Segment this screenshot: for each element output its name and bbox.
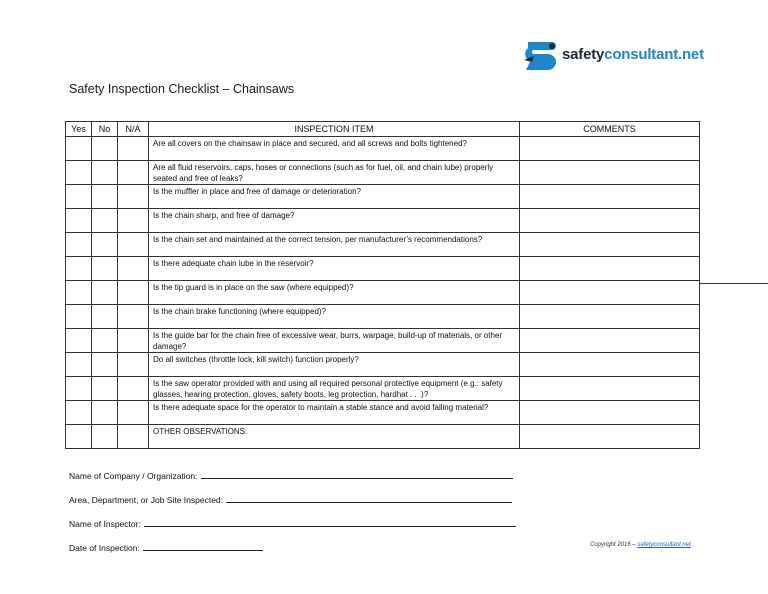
- table-row: [66, 401, 700, 425]
- checkbox-cell-yes[interactable]: [66, 185, 92, 209]
- copyright-text: [590, 542, 691, 548]
- checkbox-cell-na[interactable]: [118, 401, 149, 425]
- table-row: [66, 137, 700, 161]
- comments-cell[interactable]: [520, 209, 700, 233]
- comments-cell[interactable]: [520, 281, 700, 305]
- header-yes: Yes: [66, 122, 92, 137]
- comments-cell[interactable]: [520, 425, 700, 449]
- comments-cell[interactable]: [520, 353, 700, 377]
- checkbox-cell-yes[interactable]: [66, 353, 92, 377]
- divider-line: [699, 283, 768, 284]
- company-label: Name of Company / Organization:: [69, 471, 198, 481]
- comments-cell[interactable]: [520, 257, 700, 281]
- copyright-link[interactable]: safetyconsultant.net: [637, 542, 691, 548]
- comments-cell[interactable]: [520, 161, 700, 185]
- inspection-item-text: Is the saw operator provided with and using all required personal protective equipment (e.g.: safety glasses, hearing protection, gloves, safety boots, leg protection, hardhat . . .)?: [149, 377, 520, 401]
- checkbox-cell-yes[interactable]: [66, 377, 92, 401]
- header-comments: COMMENTS: [520, 122, 700, 137]
- checkbox-cell-no[interactable]: [92, 401, 118, 425]
- checkbox-cell-no[interactable]: [92, 425, 118, 449]
- checkbox-cell-yes[interactable]: [66, 401, 92, 425]
- date-input-line[interactable]: [143, 541, 263, 551]
- checkbox-cell-yes[interactable]: [66, 233, 92, 257]
- checkbox-cell-yes[interactable]: [66, 425, 92, 449]
- inspection-item-text: Is the chain set and maintained at the correct tension, per manufacturer’s recommendations?: [149, 233, 520, 257]
- inspection-item-text: Are all covers on the chainsaw in place and secured, and all screws and bolts tightened?: [149, 137, 520, 161]
- table-row: [66, 257, 700, 281]
- table-row: [66, 377, 700, 401]
- checkbox-cell-na[interactable]: [118, 305, 149, 329]
- area-label: Area, Department, or Job Site Inspected:: [69, 495, 224, 505]
- inspection-item-text: Is there adequate chain lube in the reservoir?: [149, 257, 520, 281]
- table-header-row: [66, 122, 700, 137]
- inspector-label: Name of Inspector:: [69, 519, 141, 529]
- inspection-item-text: Is the tip guard is in place on the saw (where equipped)?: [149, 281, 520, 305]
- logo-icon: [522, 38, 558, 70]
- comments-cell[interactable]: [520, 185, 700, 209]
- inspection-item-text: Is the chain sharp, and free of damage?: [149, 209, 520, 233]
- checkbox-cell-na[interactable]: [118, 377, 149, 401]
- date-label: Date of Inspection:: [69, 543, 140, 553]
- checkbox-cell-no[interactable]: [92, 353, 118, 377]
- checkbox-cell-no[interactable]: [92, 185, 118, 209]
- table-row: [66, 281, 700, 305]
- checkbox-cell-na[interactable]: [118, 353, 149, 377]
- logo-text: [562, 46, 704, 63]
- checkbox-cell-na[interactable]: [118, 281, 149, 305]
- checkbox-cell-yes[interactable]: [66, 281, 92, 305]
- checkbox-cell-no[interactable]: [92, 209, 118, 233]
- inspector-input-line[interactable]: [144, 517, 516, 527]
- inspection-item-text: Is the chain brake functioning (where equipped)?: [149, 305, 520, 329]
- copyright-prefix: Copyright 2016 –: [590, 542, 638, 548]
- table-row: [66, 329, 700, 353]
- checkbox-cell-na[interactable]: [118, 209, 149, 233]
- header-no: No: [92, 122, 118, 137]
- area-input-line[interactable]: [226, 493, 512, 503]
- company-field[interactable]: [69, 469, 513, 481]
- checkbox-cell-no[interactable]: [92, 257, 118, 281]
- comments-cell[interactable]: [520, 305, 700, 329]
- table-body: [66, 137, 700, 449]
- checkbox-cell-na[interactable]: [118, 425, 149, 449]
- checkbox-cell-yes[interactable]: [66, 329, 92, 353]
- checkbox-cell-no[interactable]: [92, 329, 118, 353]
- checkbox-cell-yes[interactable]: [66, 161, 92, 185]
- logo-text-consultant: consultant.net: [604, 45, 704, 63]
- checkbox-cell-na[interactable]: [118, 257, 149, 281]
- table-row: [66, 161, 700, 185]
- checkbox-cell-no[interactable]: [92, 137, 118, 161]
- inspection-item-text: Is the muffler in place and free of damage or deterioration?: [149, 185, 520, 209]
- checkbox-cell-yes[interactable]: [66, 209, 92, 233]
- checkbox-cell-no[interactable]: [92, 161, 118, 185]
- comments-cell[interactable]: [520, 329, 700, 353]
- inspection-item-text: Is there adequate space for the operator to maintain a stable stance and avoid falling material?: [149, 401, 520, 425]
- inspection-item-text: OTHER OBSERVATIONS:: [149, 425, 520, 449]
- checkbox-cell-yes[interactable]: [66, 137, 92, 161]
- checkbox-cell-yes[interactable]: [66, 305, 92, 329]
- table-row: [66, 209, 700, 233]
- header-inspection-item: INSPECTION ITEM: [149, 122, 520, 137]
- checkbox-cell-na[interactable]: [118, 161, 149, 185]
- checkbox-cell-no[interactable]: [92, 305, 118, 329]
- inspection-item-text: Do all switches (throttle lock, kill switch) function properly?: [149, 353, 520, 377]
- logo-text-safety: safety: [562, 45, 605, 63]
- table-row: [66, 305, 700, 329]
- company-input-line[interactable]: [201, 469, 513, 479]
- logo: [522, 38, 704, 70]
- table-row: [66, 233, 700, 257]
- area-field[interactable]: [69, 493, 512, 505]
- table-row: [66, 425, 700, 449]
- table-row: [66, 353, 700, 377]
- date-field[interactable]: [69, 541, 263, 553]
- comments-cell[interactable]: [520, 401, 700, 425]
- comments-cell[interactable]: [520, 233, 700, 257]
- checkbox-cell-no[interactable]: [92, 233, 118, 257]
- checkbox-cell-na[interactable]: [118, 137, 149, 161]
- checkbox-cell-no[interactable]: [92, 281, 118, 305]
- checkbox-cell-na[interactable]: [118, 233, 149, 257]
- inspection-table: [65, 121, 700, 449]
- checkbox-cell-na[interactable]: [118, 185, 149, 209]
- checkbox-cell-no[interactable]: [92, 377, 118, 401]
- inspector-field[interactable]: [69, 517, 516, 529]
- inspection-item-text: Are all fluid reservoirs, caps, hoses or connections (such as for fuel, oil, and chain lube) properly seated and free of leaks?: [149, 161, 520, 185]
- comments-cell[interactable]: [520, 137, 700, 161]
- comments-cell[interactable]: [520, 377, 700, 401]
- checkbox-cell-yes[interactable]: [66, 257, 92, 281]
- header-na: N/A: [118, 122, 149, 137]
- table-row: [66, 185, 700, 209]
- inspection-item-text: Is the guide bar for the chain free of excessive wear, burrs, warpage, build-up of materials, or other damage?: [149, 329, 520, 353]
- page-title: Safety Inspection Checklist – Chainsaws: [69, 82, 295, 96]
- checkbox-cell-na[interactable]: [118, 329, 149, 353]
